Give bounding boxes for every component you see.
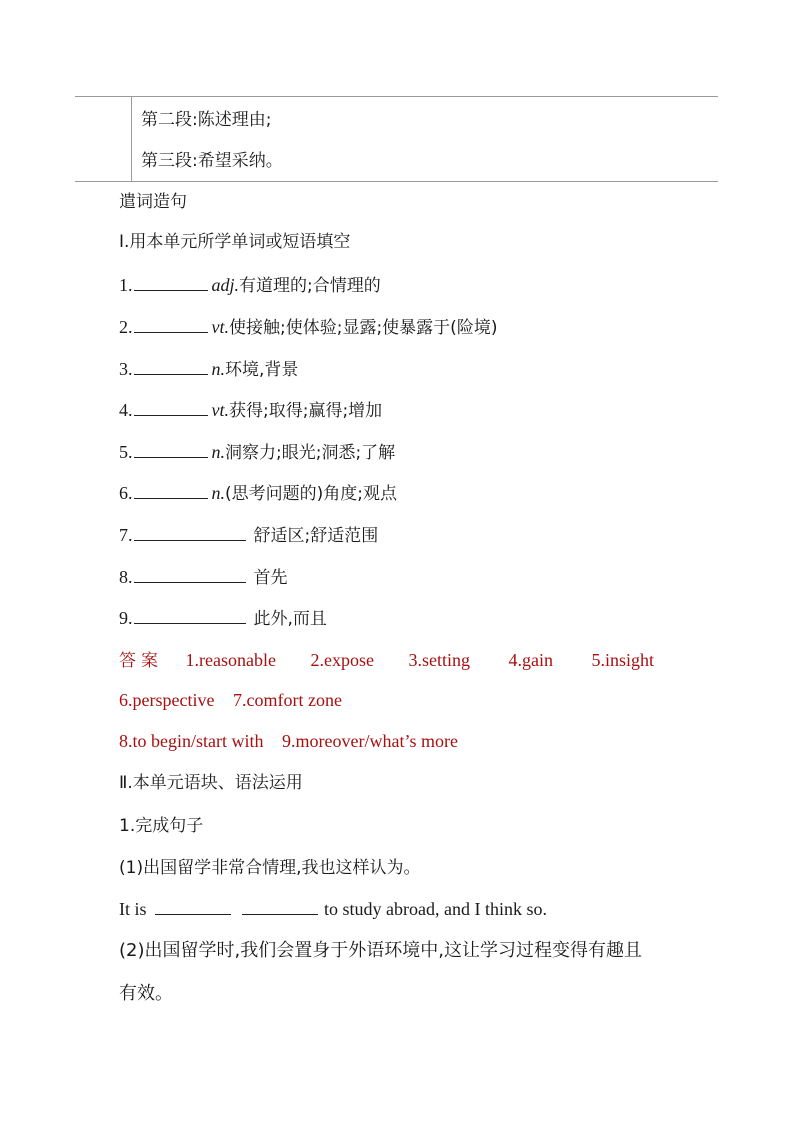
- answer-9: 9.moreover/what’s more: [281, 731, 458, 751]
- vocab-item-5: [119, 441, 395, 464]
- answers-line-1: [119, 649, 654, 672]
- item-number: 2.: [119, 317, 133, 337]
- vocab-item-3: [119, 358, 298, 381]
- answer-5: 5.insight: [591, 650, 654, 670]
- table-row-paragraph-2: 第二段:陈述理由;: [141, 110, 272, 130]
- answer-8: 8.to begin/start with: [119, 731, 264, 751]
- answer-7: 7.comfort zone: [232, 690, 342, 710]
- answer-1: 1.reasonable: [185, 650, 276, 670]
- item-number: 5.: [119, 442, 133, 462]
- answers-line-2: [119, 689, 342, 711]
- vocab-item-6: [119, 482, 397, 505]
- part-of-speech: n.: [211, 442, 225, 462]
- part-of-speech: vt.: [211, 400, 229, 420]
- item-meaning: 舒适区;舒适范围: [253, 526, 379, 546]
- answer-blank[interactable]: [134, 483, 208, 499]
- item-meaning: 此外,而且: [253, 609, 327, 629]
- answer-blank[interactable]: [134, 317, 208, 333]
- sentence-1-blank-2[interactable]: [242, 899, 318, 915]
- vocab-item-2: [119, 316, 497, 339]
- item-number: 3.: [119, 359, 133, 379]
- item-meaning: 获得;取得;赢得;增加: [229, 401, 383, 421]
- outline-table: [75, 96, 718, 182]
- section-heading: 遣词造句: [119, 192, 187, 212]
- sentence-2-chinese-line-1: (2)出国留学时,我们会置身于外语环境中,这让学习过程变得有趣且: [119, 940, 642, 961]
- item-meaning: (思考问题的)角度;观点: [225, 484, 397, 504]
- item-number: 8.: [119, 567, 133, 587]
- item-meaning: 洞察力;眼光;洞悉;了解: [225, 443, 396, 463]
- sentence-1-english: [119, 898, 547, 920]
- answer-blank[interactable]: [134, 275, 208, 291]
- answers-label: 答案: [119, 651, 163, 671]
- item-number: 7.: [119, 525, 133, 545]
- section-1-title: Ⅰ.用本单元所学单词或短语填空: [119, 232, 351, 252]
- answer-blank[interactable]: [134, 525, 246, 541]
- item-meaning: 环境,背景: [225, 360, 299, 380]
- vocab-item-4: [119, 399, 382, 422]
- answer-blank[interactable]: [134, 567, 246, 583]
- part-of-speech: n.: [211, 359, 225, 379]
- part-of-speech: n.: [211, 483, 225, 503]
- item-number: 9.: [119, 608, 133, 628]
- answer-2: 2.expose: [310, 650, 374, 670]
- answer-4: 4.gain: [508, 650, 553, 670]
- item-number: 1.: [119, 275, 133, 295]
- vocab-item-7: [119, 524, 378, 547]
- vocab-item-8: [119, 566, 288, 589]
- section-2-title: Ⅱ.本单元语块、语法运用: [119, 773, 303, 793]
- part-of-speech: vt.: [211, 317, 229, 337]
- table-divider: [131, 97, 132, 181]
- answer-3: 3.setting: [408, 650, 470, 670]
- item-meaning: 首先: [253, 568, 288, 588]
- sentence-1-chinese: (1)出国留学非常合情理,我也这样认为。: [119, 858, 421, 878]
- answer-6: 6.perspective: [119, 690, 215, 710]
- item-number: 4.: [119, 400, 133, 420]
- answer-blank[interactable]: [134, 400, 208, 416]
- sentence-1-start: It is: [119, 899, 147, 919]
- item-meaning: 有道理的;合情理的: [239, 276, 381, 296]
- answers-line-3: [119, 730, 458, 752]
- vocab-item-1: [119, 274, 381, 297]
- sentence-1-end: to study abroad, and I think so.: [324, 899, 547, 919]
- item-number: 6.: [119, 483, 133, 503]
- answer-blank[interactable]: [134, 608, 246, 624]
- table-row-paragraph-3: 第三段:希望采纳。: [141, 151, 283, 171]
- answer-blank[interactable]: [134, 442, 208, 458]
- subsection-complete-sentences: 1.完成句子: [119, 816, 204, 836]
- sentence-1-blank-1[interactable]: [155, 899, 231, 915]
- vocab-item-9: [119, 607, 327, 630]
- part-of-speech: adj.: [211, 275, 240, 295]
- sentence-2-chinese-line-2: 有效。: [119, 983, 173, 1004]
- answer-blank[interactable]: [134, 359, 208, 375]
- item-meaning: 使接触;使体验;显露;使暴露于(险境): [229, 318, 498, 338]
